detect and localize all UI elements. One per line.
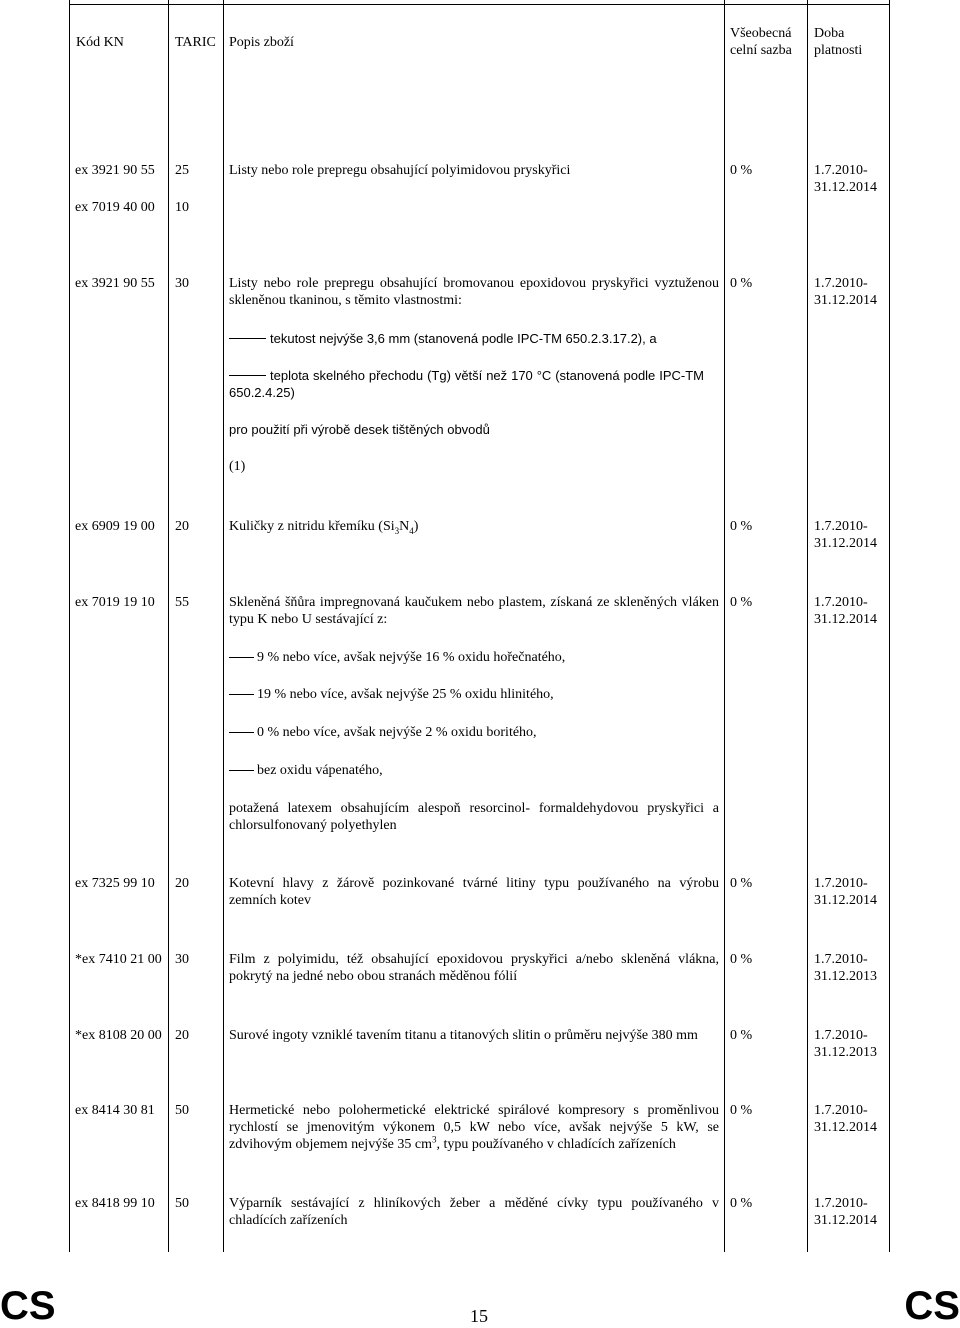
taric-code: 20 (175, 519, 189, 534)
goods-description: Kuličky z nitridu křemíku $(Si_3N_4)$ (229, 519, 419, 536)
column-divider (168, 0, 169, 1252)
kn-code: ex 7019 19 10 (75, 595, 155, 610)
kn-code: ex 3921 90 55 (75, 163, 155, 178)
goods-description: Výparník sestávající z hliníkových žeber a měděné cívky typu používaného v chladících zařízeních (229, 1196, 719, 1228)
taric-code: 50 (175, 1103, 189, 1118)
taric-code: 20 (175, 876, 189, 891)
kn-code: ex 6909 19 00 (75, 519, 155, 534)
taric-code: 30 (175, 952, 189, 967)
footnote-ref: (1) (229, 459, 246, 474)
language-code-right: CS (904, 1284, 960, 1328)
column-divider (223, 0, 224, 1252)
header-taric: TARIC (175, 35, 216, 50)
duty-rate: 0 % (730, 1196, 753, 1211)
taric-code: 50 (175, 1196, 189, 1211)
taric-code: 10 (175, 200, 189, 215)
table-border-left (69, 0, 70, 1252)
page-number: 15 (470, 1306, 488, 1326)
validity-from: 1.7.2010- (814, 1028, 868, 1043)
table-border-right (889, 0, 890, 1252)
validity-to: 31.12.2014 (814, 1213, 877, 1228)
taric-code: 20 (175, 1028, 189, 1043)
usage-note: pro použití při výrobě desek tištěných obvodů (229, 422, 490, 437)
kn-code: *ex 7410 21 00 (75, 952, 162, 967)
kn-code: ex 3921 90 55 (75, 276, 155, 291)
dash-bullet (229, 732, 254, 733)
validity-from: 1.7.2010- (814, 595, 868, 610)
dash-bullet (229, 770, 254, 771)
header-doba-line2: platnosti (814, 43, 863, 58)
duty-rate: 0 % (730, 1028, 753, 1043)
header-popis: Popis zboží (229, 35, 294, 50)
validity-to: 31.12.2014 (814, 893, 877, 908)
language-code-left: CS (0, 1284, 56, 1328)
duty-rate: 0 % (730, 876, 753, 891)
sub-condition: 19 % nebo více, avšak nejvýše 25 % oxidu hlinitého, (257, 687, 554, 702)
validity-from: 1.7.2010- (814, 1103, 868, 1118)
duty-rate: 0 % (730, 519, 753, 534)
goods-description: Surové ingoty vzniklé tavením titanu a titanových slitin o průměru nejvýše 380 mm (229, 1028, 698, 1043)
validity-to: 31.12.2014 (814, 536, 877, 551)
header-sazba-line2: celní sazba (730, 43, 792, 58)
goods-description: Kotevní hlavy z žárově pozinkované tvárné litiny typu používaného na výrobu zemních kotev (229, 876, 719, 908)
taric-code: 55 (175, 595, 189, 610)
kn-code: ex 7325 99 10 (75, 876, 155, 891)
validity-to: 31.12.2014 (814, 1120, 877, 1135)
dash-bullet (229, 338, 266, 339)
kn-code: ex 7019 40 00 (75, 200, 155, 215)
validity-to: 31.12.2013 (814, 969, 877, 984)
sub-condition: 0 % nebo více, avšak nejvýše 2 % oxidu boritého, (257, 725, 537, 740)
coating-note: potažená latexem obsahujícím alespoň resorcinol- formaldehydovou pryskyřici a chlorsulfonovaný polyethylen (229, 801, 719, 833)
duty-rate: 0 % (730, 163, 753, 178)
validity-from: 1.7.2010- (814, 163, 868, 178)
header-doba-line1: Doba (814, 26, 845, 41)
kn-code: ex 8414 30 81 (75, 1103, 155, 1118)
goods-description: Hermetické nebo polohermetické elektrické spirálové kompresory s proměnlivou rychlostí se jmenovitým výkonem 0,5 kW nebo více, avšak nejvýše 5 kW, se zdvihovým objemem nejvýše 35 $cm^3$, typu používaného v chladících zařízeních (229, 1103, 719, 1152)
duty-rate: 0 % (730, 1103, 753, 1118)
goods-description: Listy nebo role prepregu obsahující bromovanou epoxidovou pryskyřici vyztuženou skleněnou tkaninou, s těmito vlastnostmi: (229, 276, 719, 308)
duty-rate: 0 % (730, 595, 753, 610)
goods-description: Skleněná šňůra impregnovaná kaučukem nebo plastem, získaná ze skleněných vláken typu K nebo U sestávající z: (229, 595, 719, 627)
duty-rate: 0 % (730, 276, 753, 291)
validity-from: 1.7.2010- (814, 519, 868, 534)
sub-condition: tekutost nejvýše 3,6 mm (stanovená podle IPC-TM 650.2.3.17.2), a (270, 331, 657, 346)
sub-condition: teplota skelného přechodu (Tg) větší než 170 °C (stanovená podle IPC-TM 650.2.4.25) (229, 368, 704, 400)
kn-code: ex 8418 99 10 (75, 1196, 155, 1211)
goods-description: Listy nebo role prepregu obsahující polyimidovou pryskyřici (229, 163, 571, 178)
sub-condition: bez oxidu vápenatého, (257, 763, 383, 778)
column-divider (724, 0, 725, 1252)
validity-to: 31.12.2014 (814, 180, 877, 195)
validity-from: 1.7.2010- (814, 876, 868, 891)
validity-from: 1.7.2010- (814, 1196, 868, 1211)
goods-description: Film z polyimidu, též obsahující epoxidovou pryskyřici a/nebo skleněná vlákna, pokrytý na jedné nebo obou stranách měděnou fólií (229, 952, 719, 984)
header-kod-kn: Kód KN (76, 35, 124, 50)
column-divider (807, 0, 808, 1252)
validity-from: 1.7.2010- (814, 276, 868, 291)
validity-from: 1.7.2010- (814, 952, 868, 967)
taric-code: 30 (175, 276, 189, 291)
dash-bullet (229, 694, 254, 695)
sub-condition: 9 % nebo více, avšak nejvýše 16 % oxidu hořečnatého, (257, 650, 566, 665)
kn-code: *ex 8108 20 00 (75, 1028, 162, 1043)
taric-code: 25 (175, 163, 189, 178)
validity-to: 31.12.2013 (814, 1045, 877, 1060)
validity-to: 31.12.2014 (814, 293, 877, 308)
duty-rate: 0 % (730, 952, 753, 967)
table-top-border (69, 4, 889, 5)
validity-to: 31.12.2014 (814, 612, 877, 627)
header-sazba-line1: Všeobecná (730, 26, 792, 41)
dash-bullet (229, 657, 254, 658)
